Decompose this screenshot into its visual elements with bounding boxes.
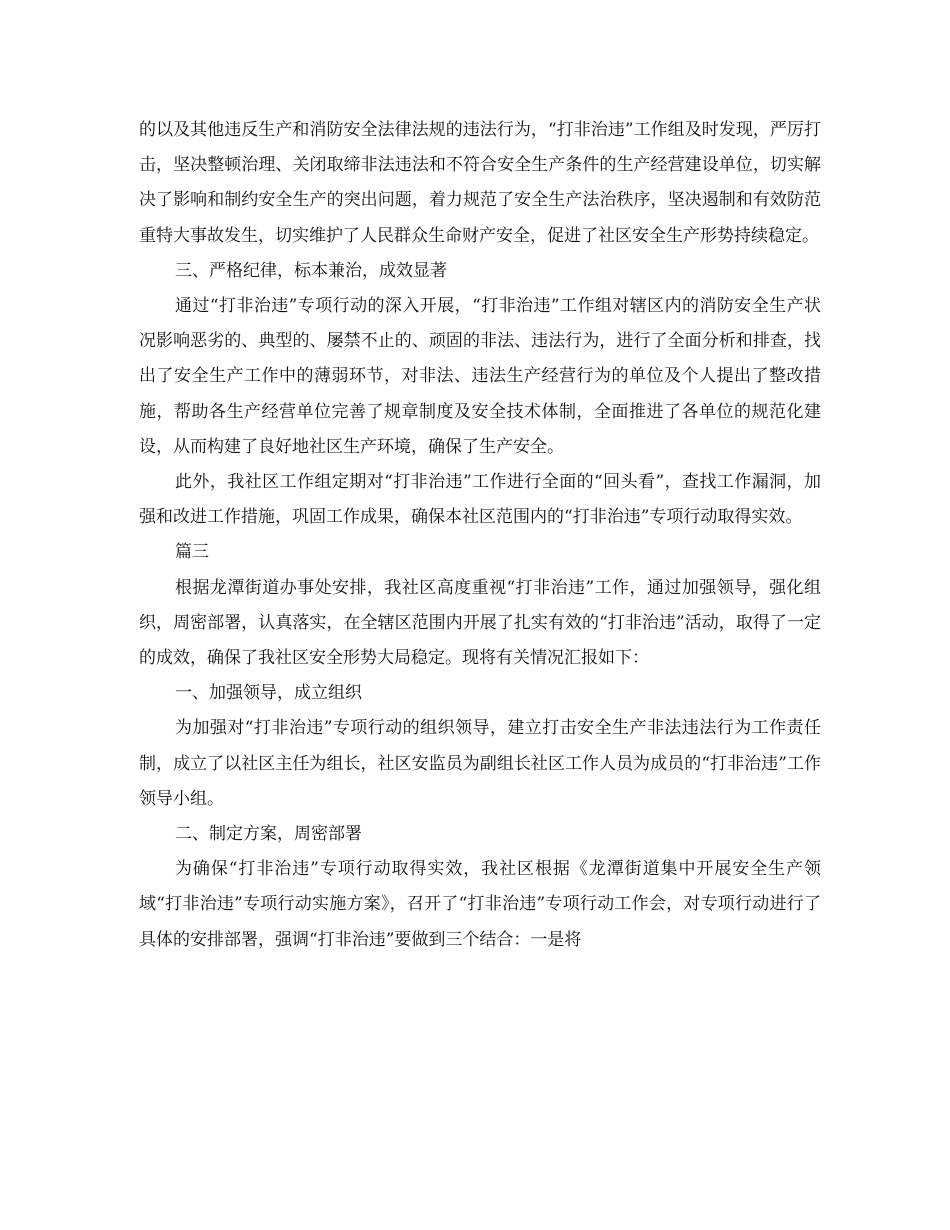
section-heading-three: 三、严格纪律，标本兼治，成效显著 — [175, 260, 447, 281]
paragraph: 此外，我社区工作组定期对“打非治违”工作进行全面的“回头看”，查找工作漏洞，加强和改进工作措施，巩固工作成果，确保本社区范围内的“打非治违”专项行动取得实效。 — [139, 472, 821, 528]
paragraph: 通过“打非治违”专项行动的深入开展，“打非治违”工作组对辖区内的消防安全生产状况影响恶劣的、典型的、屡禁不止的、顽固的非法、违法行为，进行了全面分析和排查，找出了安全生产工作中的薄弱环节，对非法、违法生产经营行为的单位及个人提出了整改措施，帮助各生产经营单位完善了规章制度及安全技术体制，全面推进了各单位的规范化建设，从而构建了良好地社区生产环境，确保了生产安全。 — [139, 296, 821, 457]
paragraph-continuation: 的以及其他违反生产和消防安全法律法规的违法行为，“打非治违”工作组及时发现，严厉打击，坚决整顿治理、关闭取缔非法违法和不符合安全生产条件的生产经营建设单位，切实解决了影响和制约安全生产的突出问题，着力规范了安全生产法治秩序，坚决遏制和有效防范重特大事故发生，切实维护了人民群众生命财产安全，促进了社区安全生产形势持续稳定。 — [139, 120, 821, 246]
paragraph: 为确保“打非治违”专项行动取得实效，我社区根据《龙潭街道集中开展安全生产领域“打非治违”专项行动实施方案》，召开了“打非治违”专项行动工作会，对专项行动进行了具体的安排部署，强调“打非治违”要做到三个结合：一是将 — [139, 859, 821, 950]
section-heading-two: 二、制定方案，周密部署 — [175, 824, 362, 845]
paragraph: 为加强对“打非治违”专项行动的组织领导，建立打击安全生产非法违法行为工作责任制，成立了以社区主任为组长，社区安监员为副组长社区工作人员为成员的“打非治违”工作领导小组。 — [139, 718, 821, 809]
section-heading-one: 一、加强领导，成立组织 — [175, 683, 362, 704]
chapter-heading-pian-san: 篇三 — [175, 542, 209, 563]
document-body — [139, 113, 821, 958]
paragraph: 根据龙潭街道办事处安排，我社区高度重视“打非治违”工作，通过加强领导，强化组织，周密部署，认真落实，在全辖区范围内开展了扎实有效的“打非治违”活动，取得了一定的成效，确保了我社区安全形势大局稳定。现将有关情况汇报如下： — [139, 577, 821, 669]
